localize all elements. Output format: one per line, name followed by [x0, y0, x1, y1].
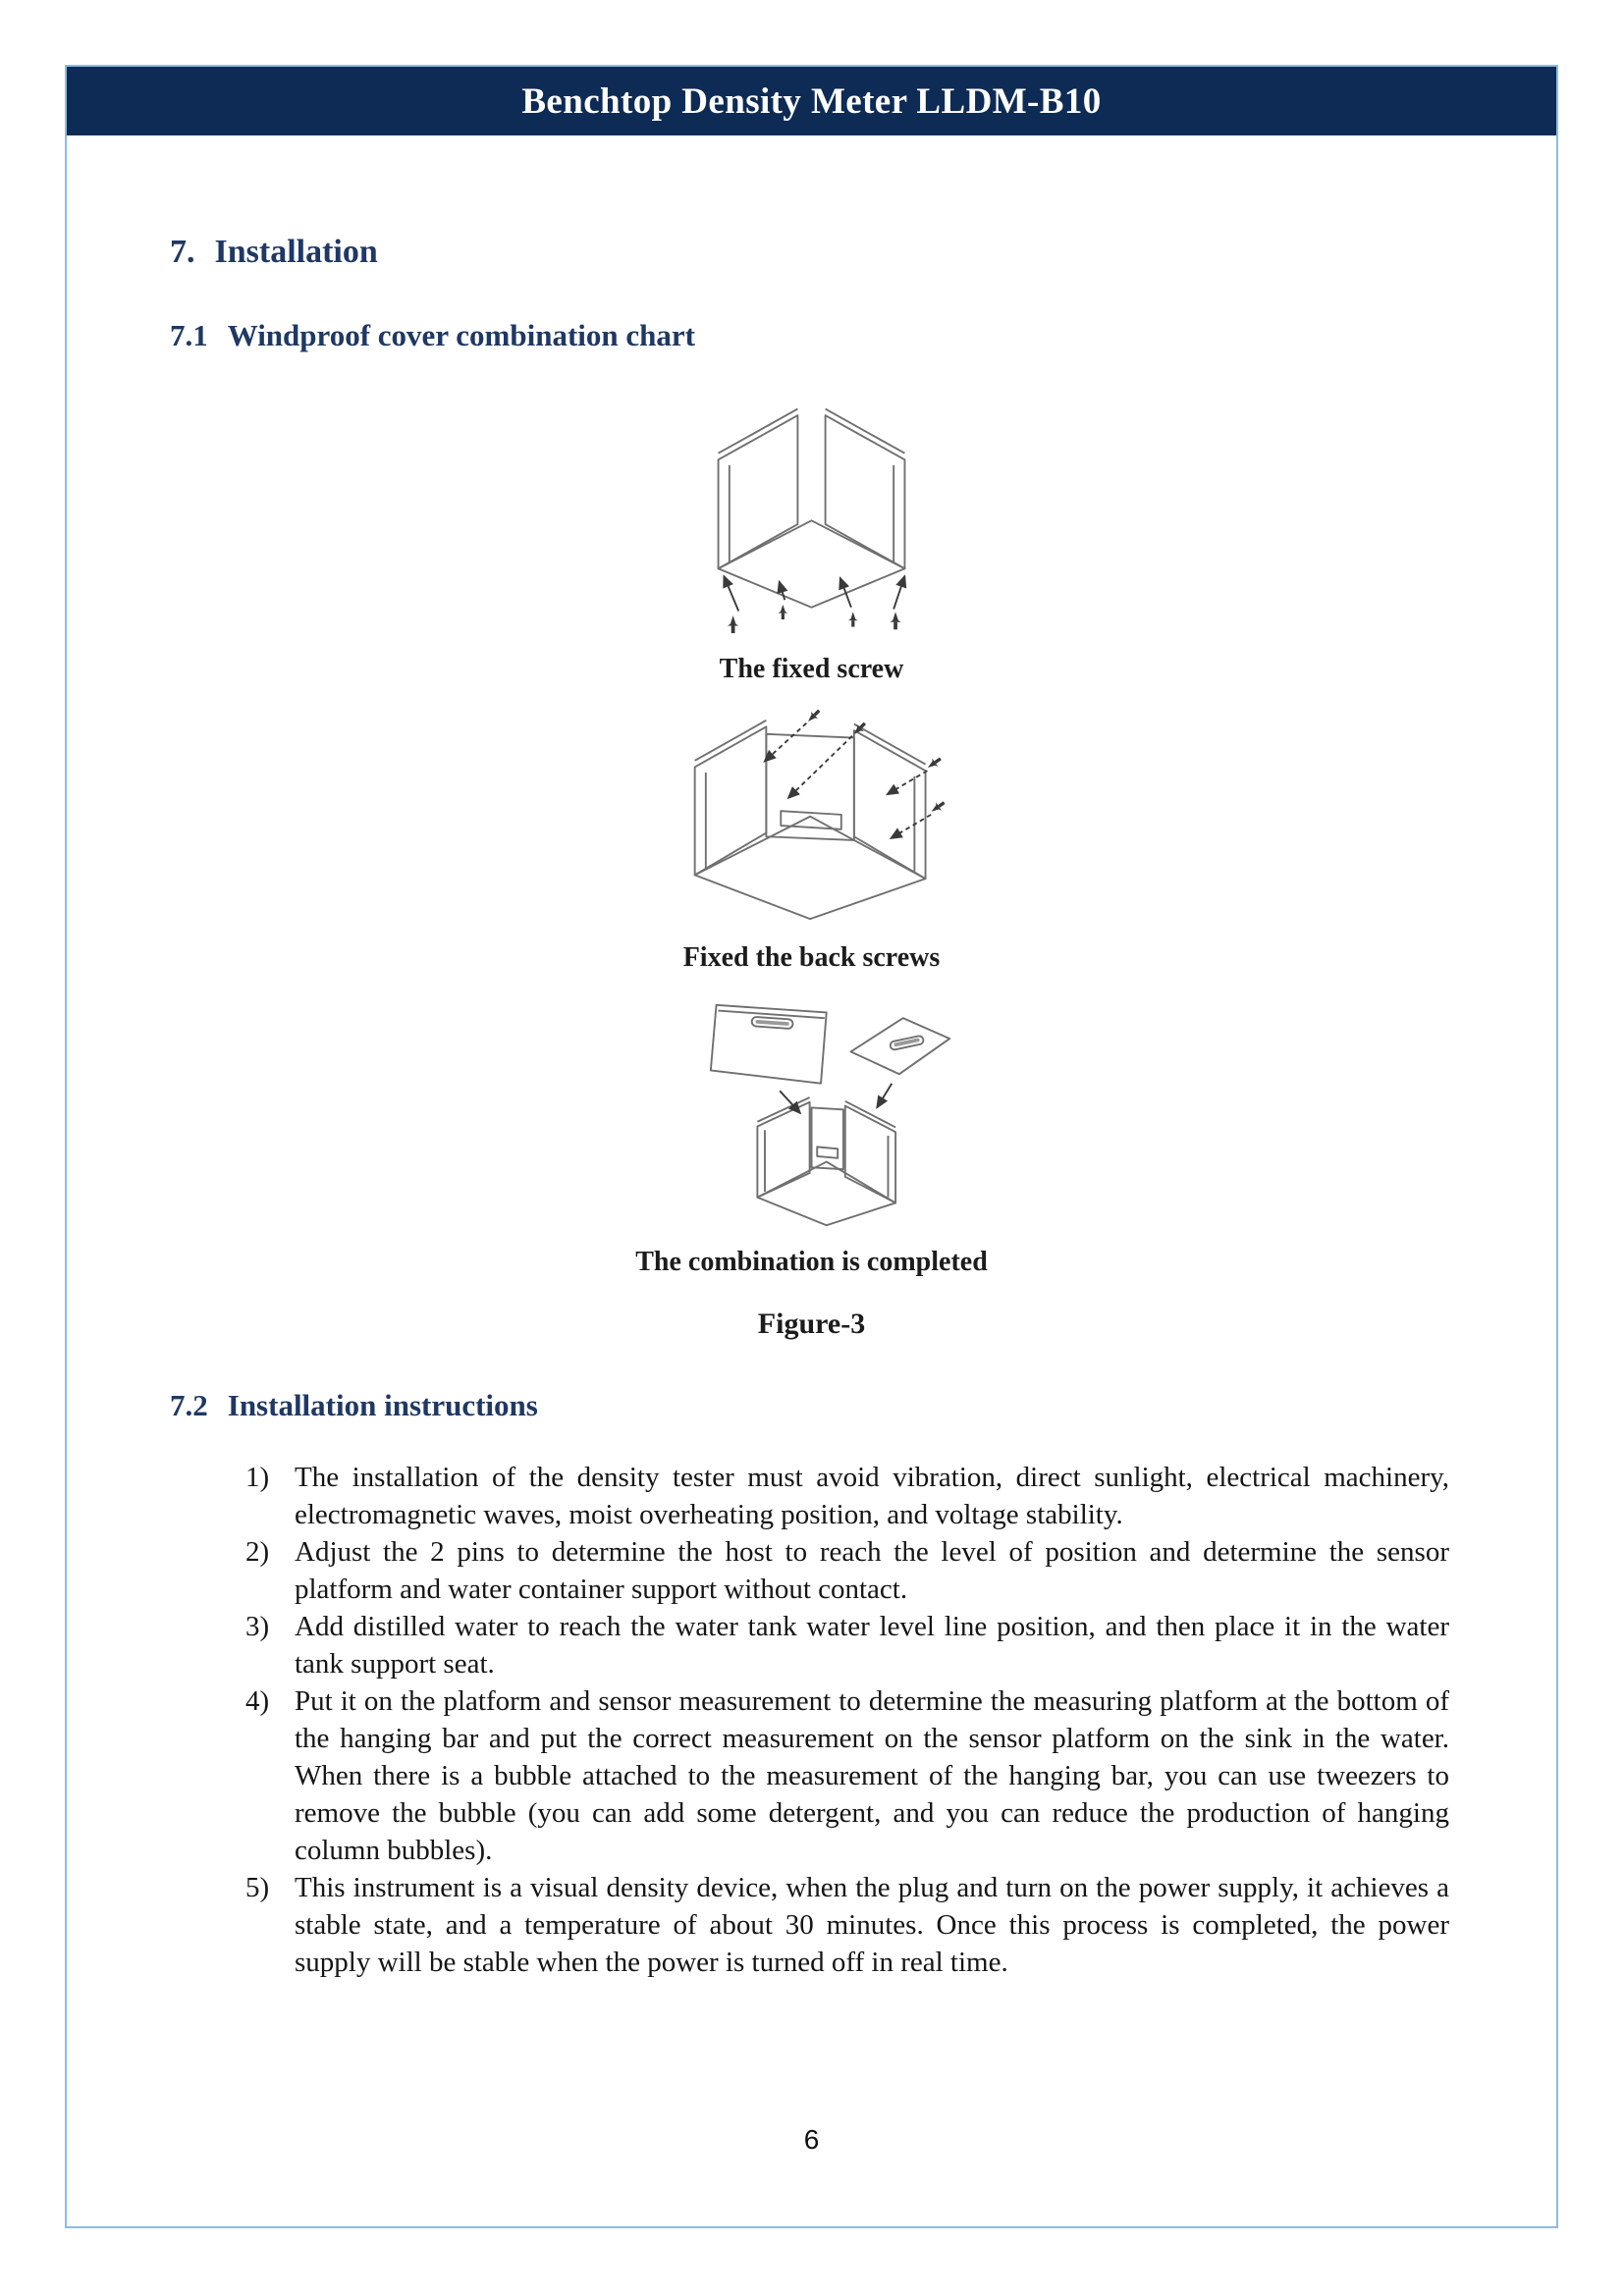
list-item [245, 1682, 1449, 1869]
section-7-1-number: 7.1 [170, 318, 208, 352]
section-7-title: Installation [214, 234, 378, 270]
screw-icon [728, 615, 738, 633]
page [65, 65, 1558, 2228]
list-item-number: 4) [245, 1685, 270, 1717]
windproof-cover-step2-illustration [677, 701, 947, 938]
section-7-number: 7. [170, 234, 195, 270]
figure-label: Figure-3 [757, 1308, 866, 1340]
arrow-icon [724, 576, 738, 612]
list-item-number: 1) [245, 1462, 270, 1493]
section-7-2-heading [170, 1388, 1556, 1423]
cover-wireframe-step3 [710, 1005, 948, 1225]
list-item-text: Add distilled water to reach the water tank water level line position, and then place it in the water tank support seat. [295, 1611, 1449, 1680]
windproof-cover-step1-illustration [696, 387, 927, 650]
list-item-text: This instrument is a visual density device, when the plug and turn on the power supply, it achieves a stable state, and a temperature of about 30 minutes. Once this process is completed, the power supply will be stable when the power is turned off in real time. [295, 1872, 1449, 1978]
list-item-text: The installation of the density tester must avoid vibration, direct sunlight, electrical machinery, electromagnetic waves, moist overheating position, and voltage stability. [295, 1462, 1449, 1530]
section-7-heading [170, 234, 1556, 271]
list-item [245, 1608, 1449, 1682]
screw-icon [925, 755, 944, 772]
document-title: Benchtop Density Meter LLDM-B10 [521, 80, 1102, 122]
page-number: 6 [803, 2124, 820, 2155]
screw-icon [850, 720, 868, 737]
cover-wireframe-step2 [695, 721, 926, 919]
windproof-cover-step3-illustration [670, 989, 954, 1243]
list-item [245, 1459, 1449, 1533]
section-7-2-number: 7.2 [170, 1388, 208, 1422]
list-item [245, 1533, 1449, 1608]
section-7-2-title: Installation instructions [227, 1388, 538, 1422]
list-item-text: Adjust the 2 pins to determine the host to reach the level of position and determine the sensor platform and water container support without contact. [295, 1536, 1449, 1605]
door-handle-icon [755, 1020, 788, 1026]
figure-step2-caption: Fixed the back screws [682, 942, 941, 973]
list-item-number: 5) [245, 1872, 270, 1903]
dashed-arrow-icon [887, 771, 927, 794]
list-item-number: 3) [245, 1611, 270, 1642]
section-7-1-heading [170, 318, 1556, 353]
list-item [245, 1869, 1449, 1981]
screw-icon [890, 612, 900, 629]
page-header [67, 67, 1556, 135]
figure-step3-caption: The combination is completed [635, 1247, 988, 1277]
list-item-number: 2) [245, 1536, 270, 1568]
list-item-text: Put it on the platform and sensor measurement to determine the measuring platform at the bottom of the hanging bar and put the correct measurement on the sensor platform on the sink in the water. When there is a bubble attached to the measurement of the hanging bar, you can use tweezers to remove the bubble (you can add some detergent, and you can reduce the production of hanging column bubbles). [295, 1685, 1449, 1866]
figure-3-block [67, 387, 1556, 1341]
screw-icon [804, 707, 822, 724]
dashed-arrow-icon [764, 723, 806, 762]
arrow-icon [840, 578, 851, 608]
instructions-list [245, 1459, 1449, 1981]
screw-icon [929, 799, 947, 816]
arrow-icon [893, 576, 904, 610]
section-7-1-title: Windproof cover combination chart [227, 318, 695, 352]
screw-icons-step1 [728, 605, 901, 633]
figure-step1-caption: The fixed screw [719, 654, 904, 684]
arrow-icon [780, 581, 785, 600]
screw-icon [848, 612, 858, 626]
arrow-icons-step2 [764, 723, 931, 838]
cover-wireframe-step1 [719, 409, 905, 608]
dashed-arrow-icon [788, 736, 852, 798]
arrow-icon [877, 1084, 892, 1108]
screw-icon [779, 605, 788, 619]
